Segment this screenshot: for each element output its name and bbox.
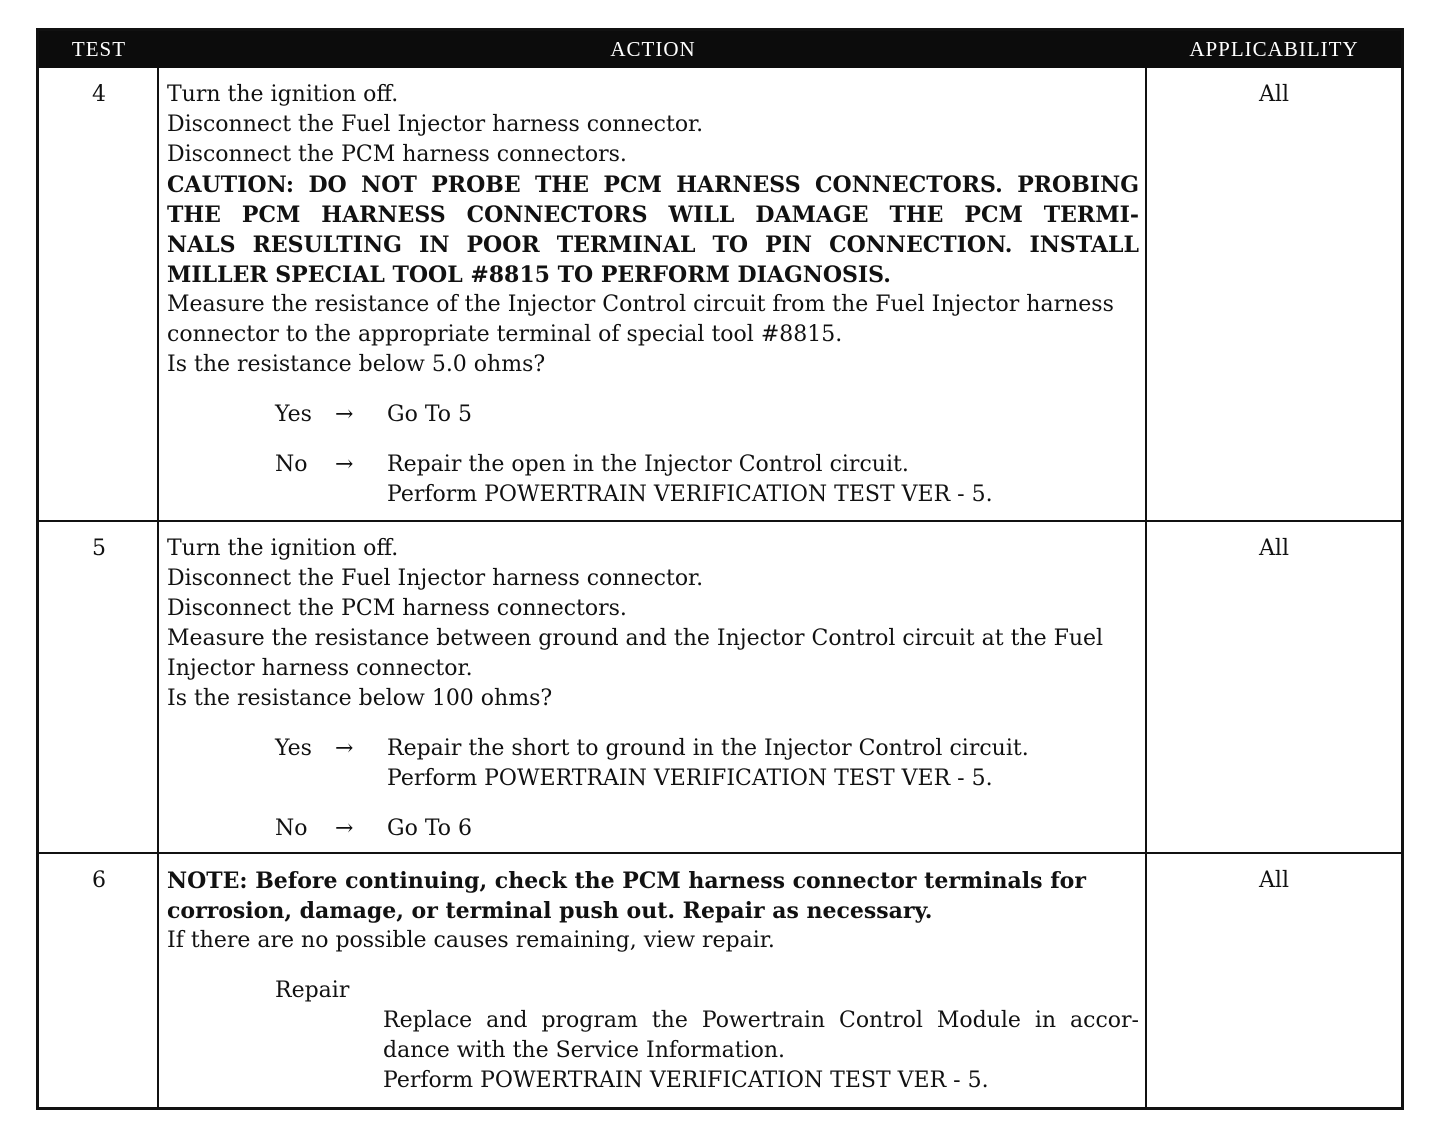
header-applicability: APPLICABILITY [1189, 37, 1359, 61]
action-line: Turn the ignition off. [167, 82, 399, 107]
action-line: Disconnect the PCM harness connectors. [167, 142, 627, 167]
repair-line: dance with the Service Information. [383, 1038, 786, 1063]
test-number: 5 [92, 536, 106, 561]
applicability-value: All [1259, 82, 1289, 107]
applicability-value: All [1259, 536, 1289, 561]
repair-line: Perform POWERTRAIN VERIFICATION TEST VER - 5. [383, 1068, 989, 1093]
action-line: Disconnect the Fuel Injector harness connector. [167, 112, 704, 137]
action-line: Disconnect the Fuel Injector harness connector. [167, 566, 704, 591]
caution-line: THE PCM HARNESS CONNECTORS WILL DAMAGE THE PCM TERMI- [167, 202, 1139, 228]
header-action: ACTION [610, 37, 696, 61]
no-result: Repair the open in the Injector Control circuit. [387, 452, 909, 477]
applicability-value: All [1259, 868, 1289, 893]
action-line: Disconnect the PCM harness connectors. [167, 596, 627, 621]
note-line: corrosion, damage, or terminal push out. Repair as necessary. [167, 898, 933, 924]
caution-line: MILLER SPECIAL TOOL #8815 TO PERFORM DIAGNOSIS. [167, 262, 891, 288]
diagnostic-table [36, 28, 1404, 1110]
action-line: connector to the appropriate terminal of special tool #8815. [167, 322, 843, 347]
yes-result: Repair the short to ground in the Injector Control circuit. [387, 736, 1029, 761]
action-line: Is the resistance below 100 ohms? [167, 686, 553, 711]
action-line: Is the resistance below 5.0 ohms? [167, 352, 546, 377]
yes-result-continued: Perform POWERTRAIN VERIFICATION TEST VER - 5. [387, 766, 993, 791]
action-line: Measure the resistance of the Injector Control circuit from the Fuel Injector harness [167, 292, 1114, 317]
action-cell [167, 80, 1139, 510]
caution-line: CAUTION: DO NOT PROBE THE PCM HARNESS CONNECTORS. PROBING [167, 172, 1139, 198]
header-test: TEST [71, 37, 127, 61]
no-result-continued: Perform POWERTRAIN VERIFICATION TEST VER - 5. [387, 482, 993, 507]
repair-text [167, 1006, 1139, 1096]
table-header [39, 31, 1401, 68]
action-line: If there are no possible causes remaining, view repair. [167, 928, 775, 953]
table-row [39, 854, 1401, 1107]
table-row [39, 522, 1401, 854]
yes-option [167, 400, 1139, 430]
caution-line: NALS RESULTING IN POOR TERMINAL TO PIN CONNECTION. INSTALL [167, 232, 1139, 258]
arrow-icon: → [335, 402, 354, 427]
yes-label: Yes [275, 402, 312, 427]
no-result: Go To 6 [387, 816, 473, 841]
yes-option [167, 734, 1139, 764]
no-option [167, 450, 1139, 480]
yes-label: Yes [275, 736, 312, 761]
arrow-icon: → [335, 816, 354, 841]
action-cell [167, 534, 1139, 844]
no-label: No [275, 452, 308, 477]
arrow-icon: → [335, 452, 354, 477]
action-line: Turn the ignition off. [167, 536, 399, 561]
no-option [167, 814, 1139, 844]
action-cell [167, 866, 1139, 1096]
test-number: 6 [92, 868, 106, 893]
yes-result: Go To 5 [387, 402, 473, 427]
table-row [39, 68, 1401, 522]
test-number: 4 [92, 82, 106, 107]
note-line: NOTE: Before continuing, check the PCM harness connector terminals for [167, 868, 1086, 894]
repair-line: Replace and program the Powertrain Control Module in accor- [383, 1008, 1139, 1033]
action-line: Injector harness connector. [167, 656, 473, 681]
repair-label: Repair [275, 978, 350, 1003]
no-label: No [275, 816, 308, 841]
action-line: Measure the resistance between ground and the Injector Control circuit at the Fuel [167, 626, 1104, 651]
arrow-icon: → [335, 736, 354, 761]
